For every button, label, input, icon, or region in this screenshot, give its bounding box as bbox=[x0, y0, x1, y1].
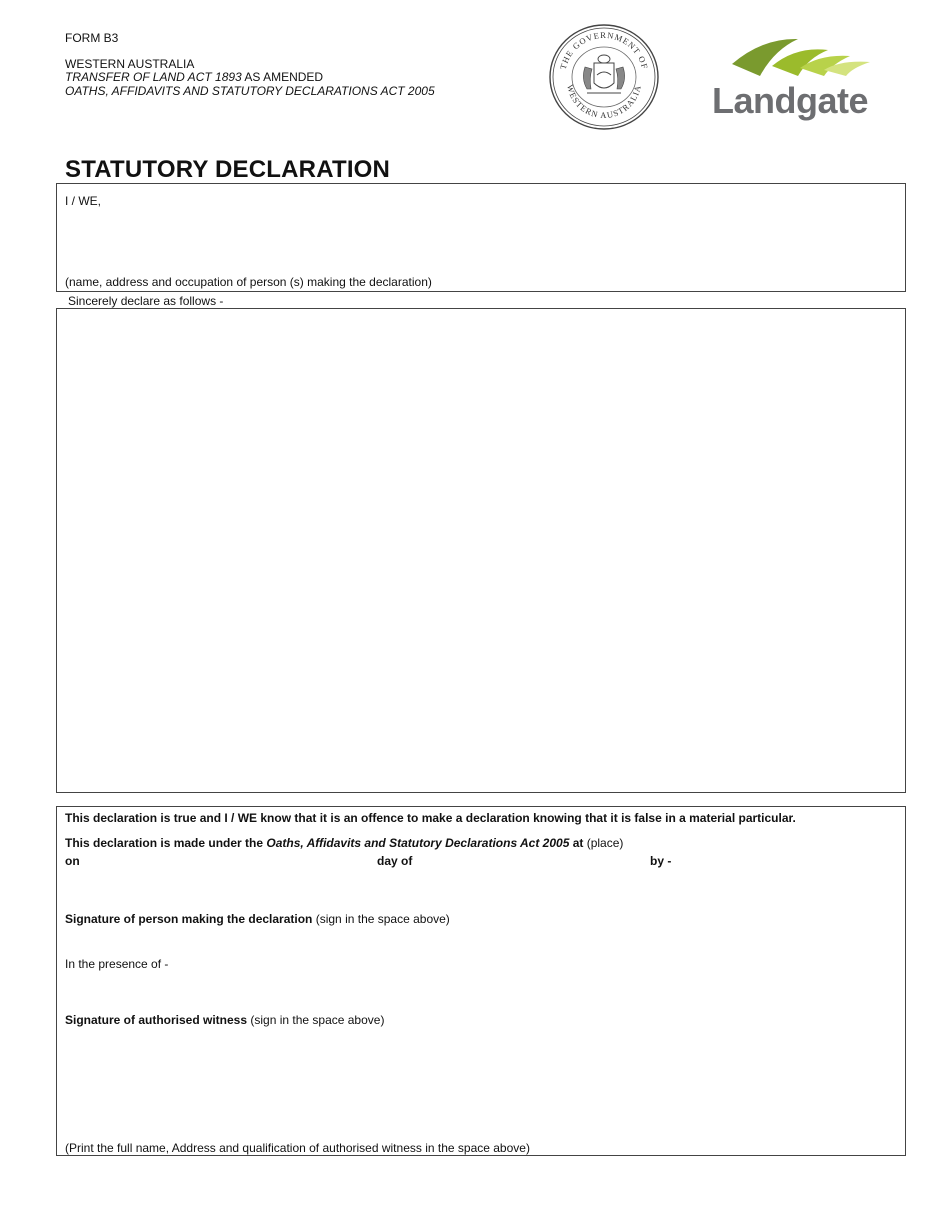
declarant-signature-hint: (sign in the space above) bbox=[312, 912, 450, 926]
declaration-body-field[interactable] bbox=[56, 308, 906, 793]
witness-signature-caption bbox=[65, 1013, 384, 1027]
declare-label: Sincerely declare as follows - bbox=[68, 294, 224, 308]
made-under-act: Oaths, Affidavits and Statutory Declarations Act 2005 bbox=[266, 836, 570, 850]
seal-ring-bottom: WESTERN AUSTRALIA bbox=[565, 83, 643, 121]
month-year-field[interactable] bbox=[427, 851, 647, 869]
page-title: STATUTORY DECLARATION bbox=[65, 156, 391, 183]
on-label: on bbox=[65, 854, 80, 868]
declarant-label: I / WE, bbox=[65, 194, 101, 208]
by-field[interactable] bbox=[682, 851, 897, 869]
witness-signature-field[interactable] bbox=[65, 975, 565, 1009]
day-of-label: day of bbox=[377, 854, 413, 868]
presence-label: In the presence of - bbox=[65, 957, 169, 971]
made-under-at: at bbox=[569, 836, 584, 850]
landgate-logo-text: Landgate bbox=[712, 80, 869, 121]
declarant-signature-caption bbox=[65, 912, 450, 926]
place-field[interactable] bbox=[707, 833, 897, 851]
act-line-1-suffix: AS AMENDED bbox=[241, 70, 324, 84]
seal-ring-top: THE GOVERNMENT OF bbox=[557, 29, 651, 71]
by-label: by - bbox=[650, 854, 672, 868]
declarant-box bbox=[56, 183, 906, 292]
declarant-signature-label: Signature of person making the declaration bbox=[65, 912, 313, 926]
landgate-logo-icon bbox=[712, 36, 887, 126]
act-line-1-italic: TRANSFER OF LAND ACT 1893 bbox=[65, 70, 242, 84]
jurisdiction: WESTERN AUSTRALIA bbox=[65, 57, 195, 71]
declarant-hint: (name, address and occupation of person (s) making the declaration) bbox=[65, 275, 432, 289]
witness-details-field[interactable] bbox=[65, 1033, 897, 1133]
witness-signature-label: Signature of authorised witness bbox=[65, 1013, 248, 1027]
witness-details-hint: (Print the full name, Address and qualification of authorised witness in the space above) bbox=[65, 1141, 530, 1155]
truth-statement: This declaration is true and I / WE know that it is an offence to make a declaration knowing that it is false in a material particular. bbox=[65, 811, 796, 825]
made-under-line bbox=[65, 836, 623, 850]
act-line-2: OATHS, AFFIDAVITS AND STATUTORY DECLARATIONS ACT 2005 bbox=[65, 84, 435, 98]
closing-box bbox=[56, 806, 906, 1156]
place-hint: (place) bbox=[583, 836, 624, 850]
declarant-field[interactable] bbox=[65, 212, 897, 272]
svg-text:WESTERN AUSTRALIA bbox=[565, 84, 643, 120]
made-under-prefix: This declaration is made under the bbox=[65, 836, 267, 850]
declarant-signature-field[interactable] bbox=[65, 873, 565, 909]
wa-government-seal-icon bbox=[547, 23, 661, 131]
form-code: FORM B3 bbox=[65, 31, 119, 45]
act-line-1 bbox=[65, 71, 323, 84]
witness-signature-hint: (sign in the space above) bbox=[247, 1013, 385, 1027]
date-field[interactable] bbox=[87, 851, 367, 869]
